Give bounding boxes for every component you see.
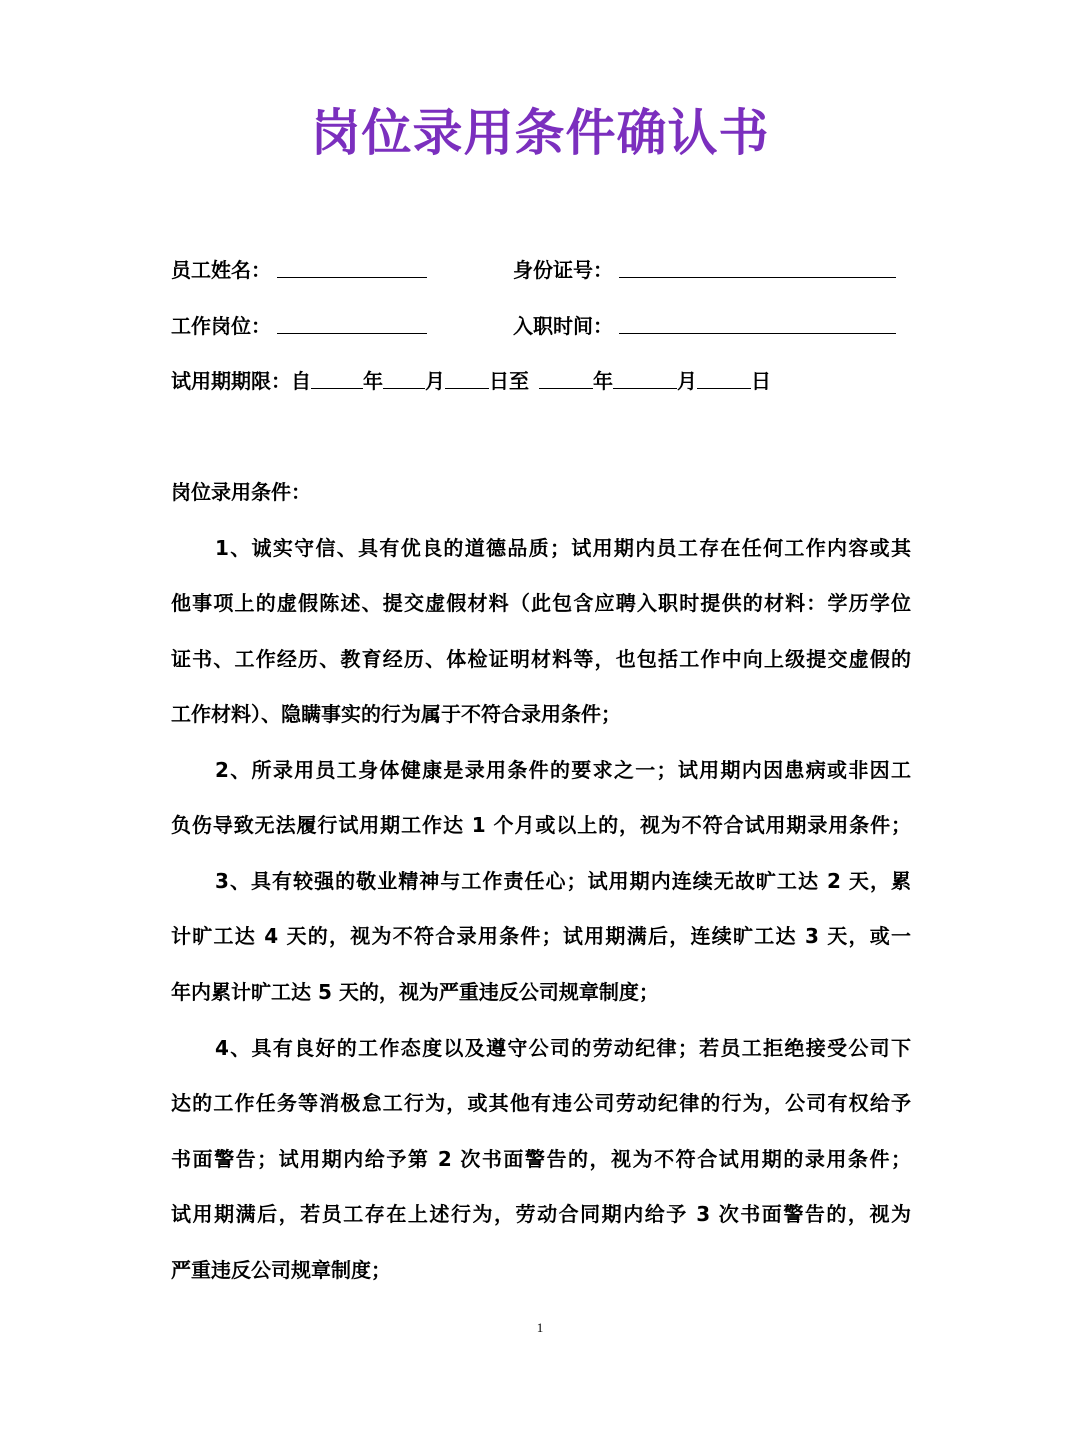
- probation-label: 试用期期限：: [171, 369, 291, 393]
- condition-line: 书面警告；试用期内给予第 2 次书面警告的，视为不符合试用期的录用条件；: [171, 1147, 911, 1171]
- condition-line: 1、诚实守信、具有优良的道德品质；试用期内员工存在任何工作内容或其: [215, 536, 911, 560]
- end-month-blank[interactable]: [613, 366, 677, 389]
- end-day-blank[interactable]: [697, 366, 751, 389]
- position-label: 工作岗位：: [171, 314, 271, 338]
- employee-name-blank[interactable]: [277, 255, 427, 278]
- probation-period-row: [171, 366, 771, 396]
- condition-line: 4、具有良好的工作态度以及遵守公司的劳动纪律；若员工拒绝接受公司下: [215, 1036, 911, 1060]
- probation-year-1: 年: [363, 369, 383, 393]
- probation-month-1: 月: [425, 369, 445, 393]
- probation-month-2: 月: [677, 369, 697, 393]
- condition-line: 年内累计旷工达 5 天的，视为严重违反公司规章制度；: [171, 980, 659, 1004]
- condition-line: 2、所录用员工身体健康是录用条件的要求之一；试用期内因患病或非因工: [215, 758, 911, 782]
- id-number-field: [513, 255, 896, 285]
- form-row-position-time: [171, 311, 911, 341]
- condition-line: 达的工作任务等消极怠工行为，或其他有违公司劳动纪律的行为，公司有权给予: [171, 1091, 911, 1115]
- condition-line: 严重违反公司规章制度；: [171, 1258, 391, 1282]
- page-number: 1: [536, 1320, 544, 1335]
- probation-from: 自: [291, 369, 311, 393]
- conditions-heading: 岗位录用条件：: [171, 480, 311, 504]
- start-time-field: [513, 311, 896, 341]
- start-year-blank[interactable]: [311, 366, 363, 389]
- start-month-blank[interactable]: [383, 366, 425, 389]
- start-time-label: 入职时间：: [513, 314, 613, 338]
- id-number-blank[interactable]: [619, 255, 896, 278]
- condition-line: 他事项上的虚假陈述、提交虚假材料（此包含应聘入职时提供的材料：学历学位: [171, 591, 911, 615]
- probation-day-2: 日: [751, 369, 771, 393]
- form-row-name-id: [171, 255, 911, 285]
- start-day-blank[interactable]: [445, 366, 489, 389]
- position-blank[interactable]: [277, 311, 427, 334]
- condition-line: 证书、工作经历、教育经历、体检证明材料等，也包括工作中向上级提交虚假的: [171, 647, 911, 671]
- condition-line: 3、具有较强的敬业精神与工作责任心；试用期内连续无故旷工达 2 天，累: [215, 869, 911, 893]
- end-year-blank[interactable]: [539, 366, 593, 389]
- start-time-blank[interactable]: [619, 311, 896, 334]
- document-title: 岗位录用条件确认书: [310, 104, 770, 162]
- condition-line: 计旷工达 4 天的，视为不符合录用条件；试用期满后，连续旷工达 3 天，或一: [171, 924, 911, 948]
- condition-line: 工作材料）、隐瞒事实的行为属于不符合录用条件；: [171, 702, 621, 726]
- employee-name-label: 员工姓名：: [171, 258, 271, 282]
- position-field: [171, 311, 427, 341]
- probation-day-to: 日至: [489, 369, 529, 393]
- probation-year-2: 年: [593, 369, 613, 393]
- condition-line: 试用期满后，若员工存在上述行为，劳动合同期内给予 3 次书面警告的，视为: [171, 1202, 911, 1226]
- id-number-label: 身份证号：: [513, 258, 613, 282]
- employee-name-field: [171, 255, 427, 285]
- condition-line: 负伤导致无法履行试用期工作达 1 个月或以上的，视为不符合试用期录用条件；: [171, 813, 911, 837]
